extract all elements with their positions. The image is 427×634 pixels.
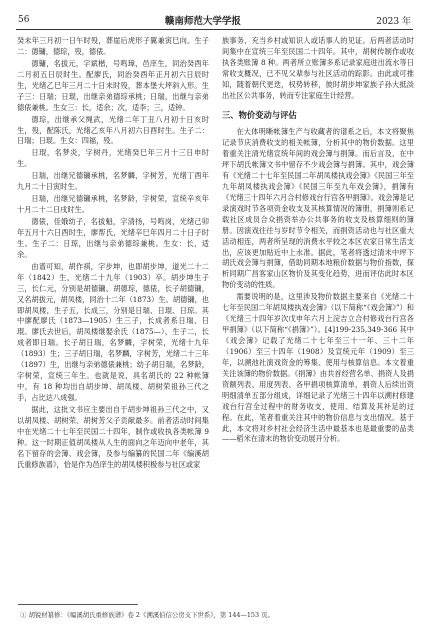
- body-paragraph: 日瑞，出继兄德镛承桃，名梦龄，字树荣，宣统辛亥年十月二十二日戌时生。: [17, 194, 209, 215]
- body-paragraph: 德俵，佳娥幼子，名拔魁，字清扬，号鸣岗，光绪己卯年五月十六日酉时生，廖帮氏，光绪辛巳年四月二十日子时生。生子二：日琼，出继与亲弟德琮兼桃。生女：长，适余。: [17, 217, 209, 259]
- header-rule: [16, 29, 413, 30]
- body-paragraph: 日琨，名梦炎，字树丹，光绪癸巳年三月十三日申时生。: [17, 148, 209, 169]
- footnote-rule: [18, 604, 138, 605]
- body-paragraph: 在大体明晰帐簿生产与收藏者的谱系之后，本文将聚焦记录节庆消费收支的相关帐簿，分析其中的物价数据。这里着重关注清光绪宣统年间的戏会簿与捐簿。而后言及，在中坪下胡氏帐簿文书中留存不少戏会簿与捐簿。其中，戏会簿有《光绪二十七年至民国二年胡凤楼执戏会簿》《民国三年至九年胡凤楼执戏会簿》《民国三年至九年戏会簿》，捐簿有《光绪三十四年六月合村修戏台行宫各甲捐簿》。戏会簿是记录演戏时节各项资金收支及其核算情况的簿册，捐簿则系记载社区成员合众捐资举办公共事务的收支及核算细则的簿册。因演戏往往与岁时节令相关，而捐资活动也与社区重大活动相连，两者所呈现的消费水平较之本区农家日常生活支出，应该更加贴近中上水准。据此，笔者将透过清末中坪下胡氏戏会簿与捐簿，借助同期本地粮价数据与物价指数，探析同期广昌客家山区物价及其变化趋势，进而评估此时本区物价变动的性质。: [222, 127, 414, 290]
- section-heading: 三、物价变动与评估: [222, 109, 297, 120]
- body-paragraph: 日瑞，出继兄德镛承桃，名梦麟，字树芳，光绪丁酉年九月二十日寅时生。: [17, 171, 209, 192]
- running-header: [18, 12, 411, 28]
- right-column: [222, 36, 414, 446]
- body-paragraph: 癸未年三月初一日午时殁，葬崖后虎形子翼兼寅巳向。生子二：德镛，德琮，殁，德俵。: [17, 36, 209, 56]
- footnote: [20, 610, 411, 619]
- body-paragraph: 据此，这批文书应主要出自于胡步坤祖孙三代之中，又以胡凤楼、胡树荣、胡树芳父子贡献最多。前者活动时间集中在光绪二十七年至民国二十四年，制作或收执各类帐簿 9 种。这一时期正值胡凤楼从人生的面向之年迈向中老年，其名下留存的会簿、戏会簿，及参与编纂的民国二年《编溪胡氏重修族谱》，恰是作为邑庠生的胡凤楼积极参与社区或家: [17, 404, 209, 469]
- footnote-marker: ①: [20, 611, 27, 619]
- journal-title: 赣南师范大学学报: [164, 16, 241, 27]
- page-number: 56: [18, 15, 30, 25]
- body-paragraph: 需要说明的是，这里涉及物价数据主要来自《光绪二十七年至民国二年胡凤楼执戏会簿》（以下简称“《戏会簿》”）和《光绪三十四年岁次戊申年六月上浣吉立合村修戏台行宫各甲捐簿》（以下简称“《捐簿》”）。[4]199-235,349-366 其中《戏会簿》记载了光绪二十七年至三十一年、三十二年（1906）至三十四年（1908）及宣统元年（1909）至三年，以溯池社演戏资金的筹集、使用与核算信息。本文着重关注该簿的物价数据。《捐簿》由共首经营名单、捐资人及捐资额列表、用度列表、各甲捐项核算清单，捐资人后续出资明细清单五部分组成，详细记录了光绪三十四年以溯村修建戏台行宫全过程中的财务收支，使用、结算及其补足的过程。在此，笔者着重关注其中的物价信息与支出情况。基于此，本文将对乡村社会经济生活中最基本也是最重要的品类——稻米在清末的物价变动展开分析。: [222, 292, 414, 444]
- body-paragraph: 德镛，名拔元，字斌楷，号鸣璋，邑庠生，同治癸酉年二月初五日辰时生。配廖氏，同治癸酉年正月初六日辰时生，光绪乙巳年三月二十日未时殁，葬本堡大坪斜入形。生子三：日瑞；日琨，出继亲弟德琮承桃；日瑞，出继与亲弟德俵兼桃。生女三：长，适余；次，适李；三，适钟。: [17, 58, 209, 112]
- left-column: [17, 36, 209, 472]
- body-paragraph: 由谱可知，胡作祺，字步坤，也即胡步坤，道光二十二年（1842）生，光绪二十九年（1903）卒。胡步坤生子三，长仁元，分别是胡德镛、胡德琮，德俵，长子胡德镛，又名胡拔元，胡凤楼，同治十二年（1873）生。胡德镛，也即胡凤楼，生子五，长成三，分别是日瑞、日琨、日琼。其中廖配廖氏（1873—1905）生三子，长成者系日瑞、日琨。廖氏去世后，胡凤楼继娶余氏（1875—），生子二，长成者即日瑞。长子胡日瑞，名梦麟，字树荣，光绪十九年（1893）生；三子胡日瑞，名梦麟，字树芳，光绪二十三年（1897）生，出继与亲弟德俵兼桃；幼子胡日瑞，名梦龄，字树荣，宣统三年生。也就是说，具名胡氏的 22 种帐簿中，有 18 种均出自胡步坤、胡凤楼、胡树荣祖孙三代之手，占比达八成强。: [17, 261, 209, 402]
- footnote-text: 胡锐材纂修：《编溪胡氏重修族谱》卷 2《溯溪伯信公房支下世系》，第 144—153 页。: [28, 611, 274, 619]
- body-paragraph: 德琮，出继承父绳武，光绪二年丁丑八月初十日亥时生，殁，配陈氏，光绪乙亥年八月初六日酉时生。生子二：日瑞；日琨。生女：四福，殁。: [17, 114, 209, 146]
- issue-year: 2023 年: [376, 16, 411, 27]
- body-paragraph: 族事务，充当乡村或知识人或话事人的见证。后两者活动时间集中在宣统三年至民国二十四年。其中，胡树传制作或收执各类账簿 8 种。两者所立账簿多系记录家庭进出流水等日常收支概况，已不见父辈参与社区活动的踪影。由此或可推知，随着朝代更迭，权势转移，彼时胡步坤家族子孙大抵淡出社区公共事务，转而专注家庭生计经营。: [222, 36, 414, 100]
